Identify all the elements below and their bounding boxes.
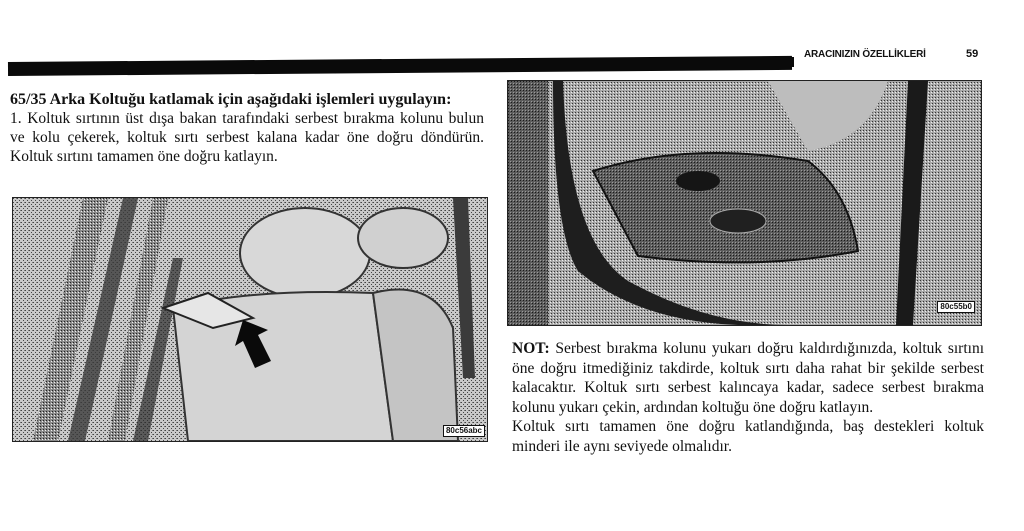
- header-rule-tail: [780, 57, 794, 67]
- right-text-column: [512, 339, 984, 457]
- folded-seat-illustration: [508, 81, 981, 325]
- seat-illustration: [13, 198, 487, 441]
- step-1-text: 1. Koltuk sırtının üst dışa bakan tarafındaki serbest bırakma kolunu bulun ve kolu çekerek, koltuk sırtı serbest kalana kadar öne doğru döndürün. Koltuk sırtını tamamen öne doğru katlayın.: [10, 110, 484, 165]
- left-text-column: [10, 90, 484, 166]
- figure-seat-release-lever: [12, 197, 488, 442]
- section-heading: 65/35 Arka Koltuğu katlamak için aşağıdaki işlemleri uygulayın:: [10, 91, 452, 108]
- note-text: Serbest bırakma kolunu yukarı doğru kaldırdığınızda, koltuk sırtını öne doğru itmediğiniz takdirde, koltuk sırtı daha rahat bir şekilde serbest kalacaktır. Koltuk sırtı serbest kalıncaya kadar, sadece serbest bırakma kolunu yukarı çekin, ardından koltuğu öne doğru katlayın.: [512, 340, 984, 416]
- page-number: 59: [966, 48, 979, 60]
- figure-code-label: 80c55b0: [937, 301, 975, 313]
- note-label: NOT:: [512, 340, 550, 357]
- headrest-paragraph: Koltuk sırtı tamamen öne doğru katlandığında, baş destekleri koltuk minderi ile aynı seviyede olmalıdır.: [512, 418, 984, 455]
- running-head-section-title: ARACINIZIN ÖZELLİKLERİ: [804, 49, 926, 60]
- header-rule-bar: [8, 56, 792, 76]
- figure-seat-folded: [507, 80, 982, 326]
- note-paragraph: [512, 339, 984, 417]
- figure-code-label: 80c56abc: [443, 425, 485, 437]
